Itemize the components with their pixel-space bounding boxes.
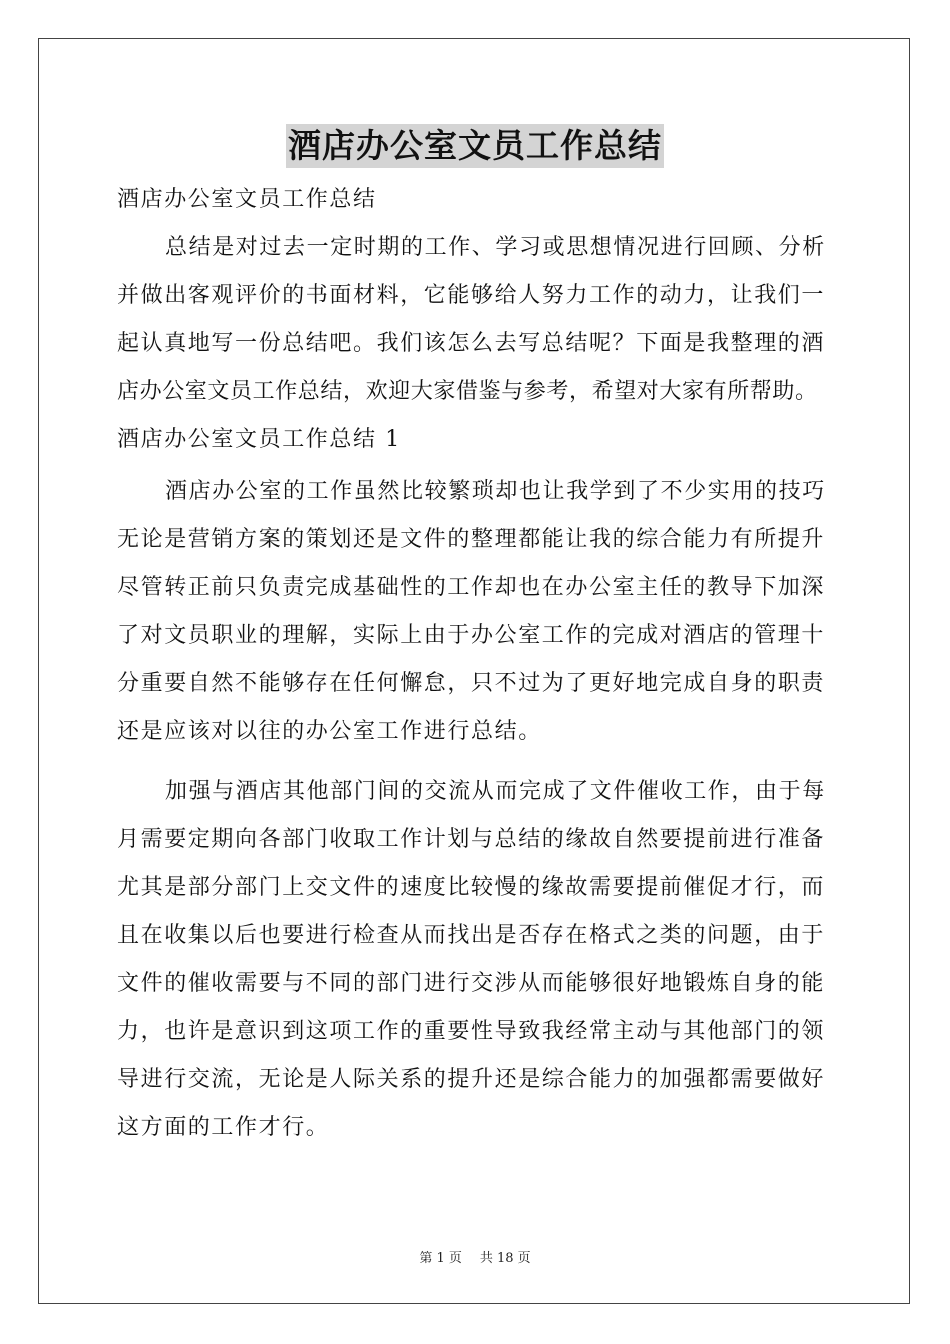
- paragraph-line: 尽管转正前只负责完成基础性的工作却也在办公室主任的教导下加深: [117, 575, 826, 600]
- paragraph-line: 加强与酒店其他部门间的交流从而完成了文件催收工作，由于每: [165, 779, 826, 804]
- paragraph-line: 月需要定期向各部门收取工作计划与总结的缘故自然要提前进行准备: [117, 827, 826, 852]
- paragraph-line: 且在收集以后也要进行检查从而找出是否存在格式之类的问题，由于: [117, 923, 826, 948]
- title-block: [0, 124, 950, 168]
- page-footer: [0, 1247, 950, 1266]
- paragraph-line: 分重要自然不能够存在任何懈怠，只不过为了更好地完成自身的职责: [117, 671, 826, 696]
- paragraph-1: [117, 468, 837, 756]
- paragraph-line: 力，也许是意识到这项工作的重要性导致我经常主动与其他部门的领: [117, 1019, 826, 1044]
- paragraph-line: 总结是对过去一定时期的工作、学习或思想情况进行回顾、分析: [165, 235, 826, 260]
- paragraph-2: [117, 768, 837, 1152]
- page-total: 共 18 页: [479, 1251, 531, 1266]
- paragraph-line: 尤其是部分部门上交文件的速度比较慢的缘故需要提前催促才行，而: [117, 875, 826, 900]
- intro-paragraph: [117, 224, 837, 416]
- document-title: 酒店办公室文员工作总结: [286, 124, 664, 168]
- paragraph-line: 店办公室文员工作总结，欢迎大家借鉴与参考，希望对大家有所帮助。: [117, 379, 818, 404]
- paragraph-line: 还是应该对以往的办公室工作进行总结。: [117, 719, 542, 744]
- paragraph-line: 酒店办公室的工作虽然比较繁琐却也让我学到了不少实用的技巧: [165, 479, 826, 504]
- paragraph-line: 无论是营销方案的策划还是文件的整理都能让我的综合能力有所提升: [117, 527, 826, 552]
- subtitle: 酒店办公室文员工作总结: [117, 187, 377, 212]
- paragraph-line: 这方面的工作才行。: [117, 1115, 330, 1140]
- paragraph-line: 了对文员职业的理解，实际上由于办公室工作的完成对酒店的管理十: [117, 623, 826, 648]
- page-number: 第 1 页: [419, 1251, 462, 1266]
- paragraph-line: 并做出客观评价的书面材料，它能够给人努力工作的动力，让我们一: [117, 283, 826, 308]
- paragraph-line: 起认真地写一份总结吧。我们该怎么去写总结呢？下面是我整理的酒: [117, 331, 826, 356]
- paragraph-line: 文件的催收需要与不同的部门进行交涉从而能够很好地锻炼自身的能: [117, 971, 826, 996]
- document-body: [117, 176, 837, 1152]
- paragraph-line: 导进行交流，无论是人际关系的提升还是综合能力的加强都需要做好: [117, 1067, 826, 1092]
- section-heading: 酒店办公室文员工作总结 1: [117, 427, 401, 452]
